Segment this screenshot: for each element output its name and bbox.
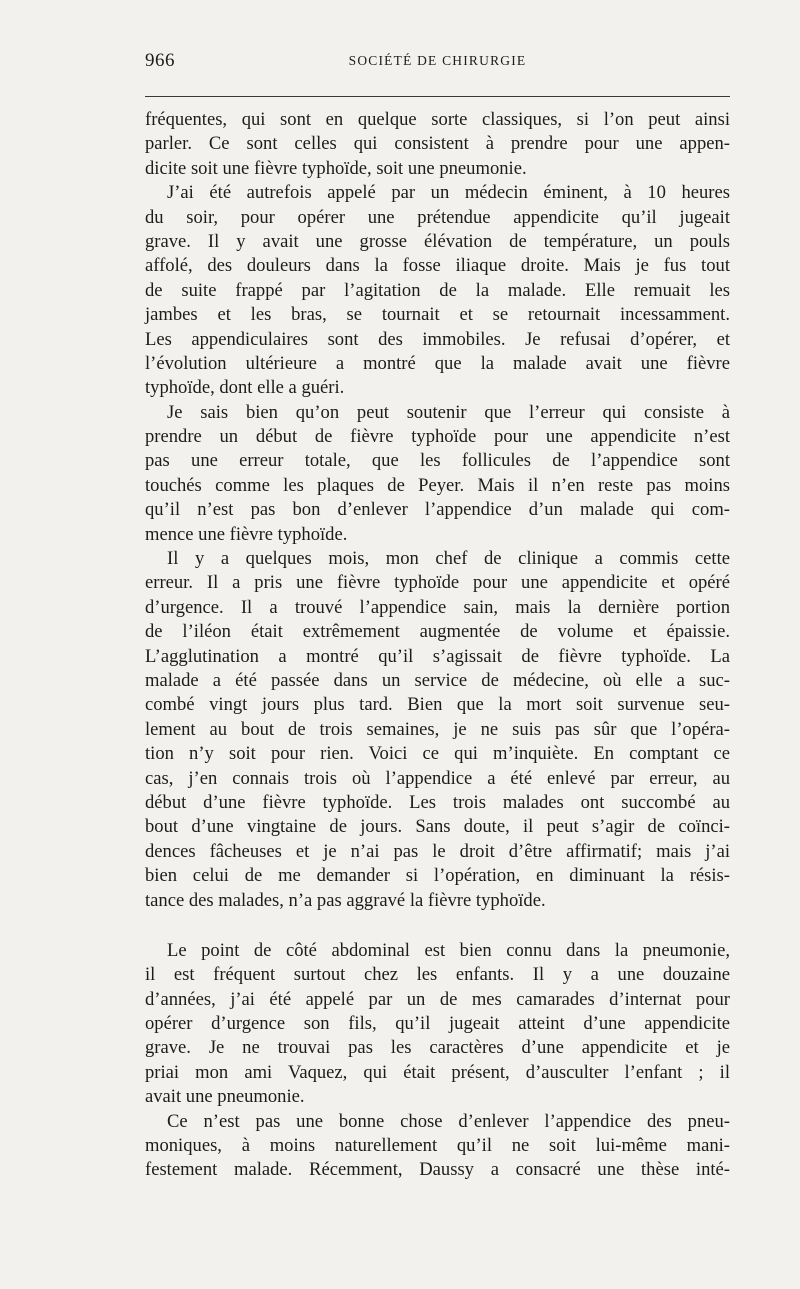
text-line: malade a été passée dans un service de médecine, où elle a suc- <box>145 669 730 691</box>
text-line: moniques, à moins naturellement qu’il ne soit lui-même mani- <box>145 1135 730 1157</box>
text-line: jambes et les bras, se tournait et se retournait incessamment. <box>145 304 730 326</box>
running-title: SOCIÉTÉ DE CHIRURGIE <box>348 53 527 68</box>
text-line: grave. Je ne trouvai pas les caractères d’une appendicite et je <box>145 1037 730 1059</box>
text-line: tion n’y soit pour rien. Voici ce qui m’inquiète. En comptant ce <box>145 743 730 765</box>
text-line: grave. Il y avait une grosse élévation de température, un pouls <box>145 230 730 252</box>
text-line: Les appendiculaires sont des immobiles. Je refusai d’opérer, et <box>145 328 730 350</box>
text-line: dences fâcheuses et je n’ai pas le droit d’être affirmatif; mais j’ai <box>145 840 730 862</box>
text-line: d’urgence. Il a trouvé l’appendice sain, mais la dernière portion <box>145 596 730 618</box>
text-line: pas une erreur totale, que les follicules de l’appendice sont <box>145 450 730 472</box>
text-line: de l’iléon était extrêmement augmentée de volume et épaissie. <box>145 621 730 643</box>
text-line: tance des malades, n’a pas aggravé la fièvre typhoïde. <box>145 889 546 911</box>
text-line: mence une fièvre typhoïde. <box>145 523 348 545</box>
text-line: opérer d’urgence son fils, qu’il jugeait atteint d’une appendicite <box>145 1013 730 1035</box>
text-line: de suite frappé par l’agitation de la malade. Elle remuait les <box>145 279 730 301</box>
text-line: erreur. Il a pris une fièvre typhoïde pour une appendicite et opéré <box>145 572 730 594</box>
text-line: bien celui de me demander si l’opération, en diminuant la résis- <box>145 865 730 887</box>
text-line: Le point de côté abdominal est bien connu dans la pneumonie, <box>167 939 730 961</box>
text-line: touchés comme les plaques de Peyer. Mais il n’en reste pas moins <box>145 474 730 496</box>
text-line: du soir, pour opérer une prétendue appendicite qu’il jugeait <box>145 206 730 228</box>
text-line: Il y a quelques mois, mon chef de clinique a commis cette <box>167 548 730 570</box>
text-line: avait une pneumonie. <box>145 1086 305 1108</box>
text-line: dicite soit une fièvre typhoïde, soit une pneumonie. <box>145 157 527 179</box>
text-line: prendre un début de fièvre typhoïde pour une appendicite n’est <box>145 426 730 448</box>
text-line: priai mon ami Vaquez, qui était présent, d’ausculter l’enfant ; il <box>145 1061 730 1083</box>
text-line: combé vingt jours plus tard. Bien que la mort soit survenue seu- <box>145 694 730 716</box>
text-line: bout d’une vingtaine de jours. Sans doute, il peut s’agir de coïnci- <box>145 816 730 838</box>
text-line: fréquentes, qui sont en quelque sorte classiques, si l’on peut ainsi <box>145 109 730 130</box>
header-rule <box>145 96 730 97</box>
page-header <box>145 50 730 76</box>
text-line: Je sais bien qu’on peut soutenir que l’erreur qui consiste à <box>167 401 730 423</box>
text-line: L’agglutination a montré qu’il s’agissait de fièvre typhoïde. La <box>145 645 730 667</box>
text-line: affolé, des douleurs dans la fosse iliaque droite. Mais je fus tout <box>145 255 730 277</box>
text-line: lement au bout de trois semaines, je ne suis pas sûr que l’opéra- <box>145 718 730 740</box>
text-line: typhoïde, dont elle a guéri. <box>145 377 345 399</box>
text-line: l’évolution ultérieure a montré que la malade avait une fièvre <box>145 352 730 374</box>
text-line: début d’une fièvre typhoïde. Les trois malades ont succombé au <box>145 791 730 813</box>
text-line: cas, j’en connais trois où l’appendice a été enlevé par erreur, au <box>145 767 730 789</box>
text-line: d’années, j’ai été appelé par un de mes camarades d’internat pour <box>145 988 730 1010</box>
text-line: festement malade. Récemment, Daussy a consacré une thèse inté- <box>145 1159 730 1181</box>
text-line: J’ai été autrefois appelé par un médecin éminent, à 10 heures <box>167 182 730 204</box>
paragraph-gap <box>145 913 730 939</box>
text-line: il est fréquent surtout chez les enfants. Il y a une douzaine <box>145 964 730 986</box>
body-text <box>145 108 730 1183</box>
text-line: qu’il n’est pas bon d’enlever l’appendice d’un malade qui com- <box>145 499 730 521</box>
text-line: parler. Ce sont celles qui consistent à prendre pour une appen- <box>145 133 730 155</box>
page-number: 966 <box>145 50 175 71</box>
text-line: Ce n’est pas une bonne chose d’enlever l’appendice des pneu- <box>167 1110 730 1132</box>
